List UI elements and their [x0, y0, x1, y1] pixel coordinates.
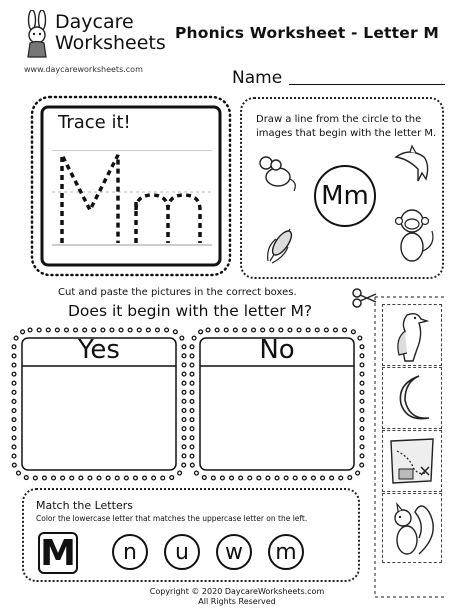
trace-guide-lines — [52, 150, 212, 250]
no-drop-zone[interactable] — [200, 367, 354, 468]
name-label: Name — [232, 68, 283, 88]
page-title: Phonics Worksheet - Letter M — [175, 24, 440, 42]
trace-letters[interactable] — [52, 150, 212, 250]
option-u[interactable]: u — [164, 534, 200, 570]
footer-copyright: Copyright © 2020 DaycareWorksheets.com — [149, 587, 325, 596]
option-m[interactable]: m — [268, 534, 304, 570]
logo-url: www.daycareworksheets.com — [24, 65, 143, 74]
yes-label: Yes — [78, 335, 120, 365]
trace-title: Trace it! — [58, 112, 131, 133]
eagle-icon — [383, 305, 441, 365]
draw-line-instruction-1: Draw a line from the circle to the — [256, 114, 422, 125]
logo-line2: Worksheets — [55, 32, 166, 54]
mouse-icon[interactable] — [254, 153, 300, 193]
uppercase-letter: M — [38, 532, 78, 574]
match-instruction: Color the lowercase letter that matches the uppercase letter on the left. — [36, 514, 308, 523]
squirrel-icon — [383, 494, 441, 562]
option-w[interactable]: w — [216, 534, 252, 570]
logo-line1: Daycare — [55, 11, 134, 33]
bunny-logo-icon — [22, 10, 52, 60]
no-label: No — [259, 335, 295, 365]
trace-section — [30, 95, 232, 277]
cut-paste-instruction: Cut and paste the pictures in the correct boxes. — [58, 287, 297, 298]
treasure-map-icon — [383, 431, 441, 491]
logo — [22, 8, 166, 88]
yes-drop-zone[interactable] — [22, 367, 176, 468]
draw-line-section — [240, 97, 444, 279]
name-line[interactable] — [289, 84, 445, 85]
corn-icon[interactable] — [260, 221, 300, 265]
moon-icon — [383, 368, 441, 428]
match-section — [22, 488, 360, 582]
cutout-squirrel[interactable] — [382, 493, 442, 563]
draw-line-instruction-2: images that begin with the letter M. — [256, 128, 437, 139]
match-title: Match the Letters — [36, 499, 133, 512]
option-n[interactable]: n — [112, 534, 148, 570]
footer-rights: All Rights Reserved — [198, 597, 276, 606]
cutout-moon[interactable] — [382, 367, 442, 429]
monkey-icon[interactable] — [390, 205, 438, 271]
dolphin-icon[interactable] — [392, 143, 436, 187]
cutout-treasure-map[interactable] — [382, 430, 442, 492]
cut-paste-question: Does it begin with the letter M? — [68, 302, 313, 320]
mm-circle[interactable]: Mm — [314, 165, 376, 227]
cutout-eagle[interactable] — [382, 304, 442, 366]
